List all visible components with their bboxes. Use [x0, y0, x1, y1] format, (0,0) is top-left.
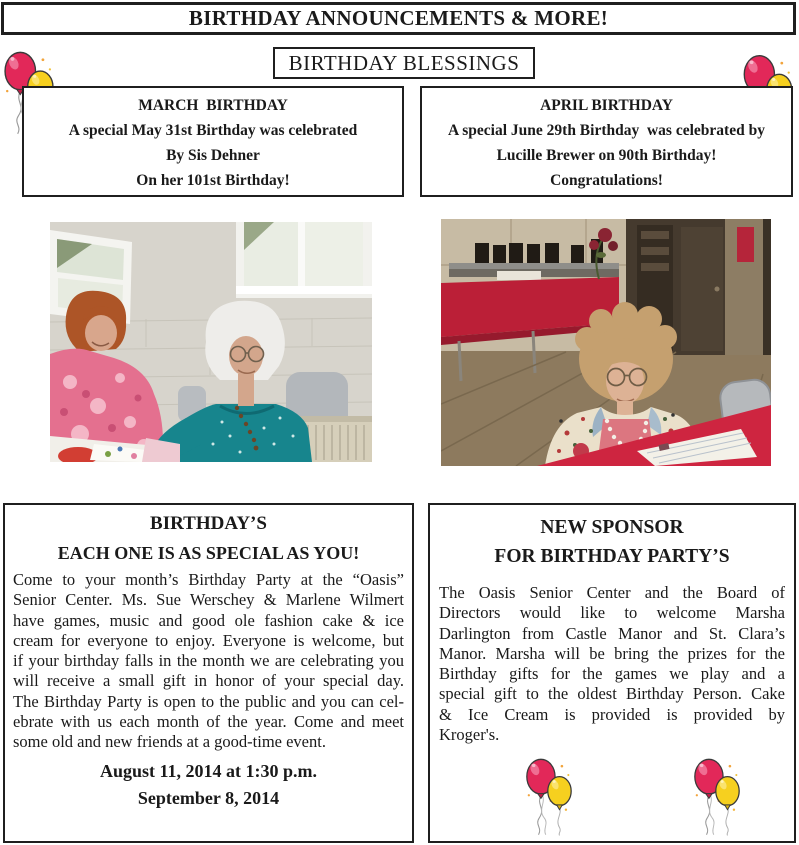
paragraph-line: some old and new friends at a good-time event. — [13, 732, 326, 752]
new-sponsor-box — [428, 503, 796, 843]
paragraph-line: Senior Center. Ms. Sue Werschey & Marlene Wilmert — [13, 590, 404, 610]
paragraph-line: ebrate with us each month of the year. Come and meet — [13, 712, 404, 732]
april-line: A special June 29th Birthday was celebrated by — [448, 122, 765, 139]
paragraph-line: special gift to the oldest Birthday Person. Cake — [439, 684, 785, 704]
march-lines — [24, 118, 402, 193]
march-line: On her 101st Birthday! — [136, 172, 290, 189]
balloons-icon — [524, 754, 574, 838]
blessings-heading-box — [273, 47, 535, 79]
april-birthday-photo — [441, 219, 771, 466]
paragraph-line: Kroger's. — [439, 725, 500, 745]
paragraph-line: Birthday gifts for the games we play and a — [439, 664, 785, 684]
sponsor-heading — [430, 513, 794, 571]
party-date-september: September 8, 2014 — [137, 787, 280, 808]
april-heading: APRIL BIRTHDAY — [540, 97, 673, 114]
march-line: A special May 31st Birthday was celebrated — [68, 122, 358, 139]
march-birthday-photo — [50, 222, 372, 462]
birthdays-heading: BIRTHDAY’S — [150, 513, 267, 534]
sponsor-heading-line: FOR BIRTHDAY PARTY’S — [494, 546, 730, 567]
page-title-box — [1, 2, 796, 35]
april-line: Lucille Brewer on 90th Birthday! — [496, 147, 717, 164]
april-line: Congratulations! — [550, 172, 663, 189]
birthdays-paragraph — [5, 570, 412, 753]
march-heading: MARCH BIRTHDAY — [138, 97, 288, 114]
paragraph-line: cream for everyone to enjoy. Everyone is welcome, but — [13, 630, 404, 650]
paragraph-line: Directors would like to welcome Marsha — [439, 603, 785, 623]
march-birthday-box — [22, 86, 404, 197]
april-birthday-box — [420, 86, 793, 197]
page-title: BIRTHDAY ANNOUNCEMENTS & MORE! — [188, 6, 609, 30]
march-line: By Sis Dehner — [166, 147, 260, 164]
balloons-icon — [692, 754, 742, 838]
party-date-august: August 11, 2014 at 1:30 p.m. — [99, 760, 318, 781]
paragraph-line: if your birthday falls in the month we are celebrating you — [13, 651, 404, 671]
sponsor-heading-line: NEW SPONSOR — [540, 517, 684, 538]
window-right — [236, 222, 372, 298]
paragraph-line: Come to your month’s Birthday Party at the “Oasis” — [13, 570, 404, 589]
april-lines — [422, 118, 791, 193]
paragraph-line: Darlington from Castle Manor and St. Clara’s — [439, 623, 785, 643]
paragraph-line: Manor. Marsha will be bring the prizes for the — [439, 643, 785, 663]
paragraph-line: & Ice Cream is provided is provided by — [439, 704, 785, 724]
paragraph-line: The Oasis Senior Center and the Board of — [439, 583, 785, 602]
paragraph-line: The Birthday Party is open to the public and you can cel- — [13, 691, 404, 711]
blessings-heading: BIRTHDAY BLESSINGS — [288, 50, 520, 75]
sponsor-paragraph — [430, 583, 794, 745]
paragraph-line: will receive a small gift in honor of your special day. — [13, 671, 404, 691]
birthdays-subheading: EACH ONE IS AS SPECIAL AS YOU! — [57, 543, 360, 563]
paragraph-line: have games, music and good ole fashion cake & ice — [13, 610, 404, 630]
birthdays-info-box — [3, 503, 414, 843]
red-poster — [737, 227, 754, 262]
